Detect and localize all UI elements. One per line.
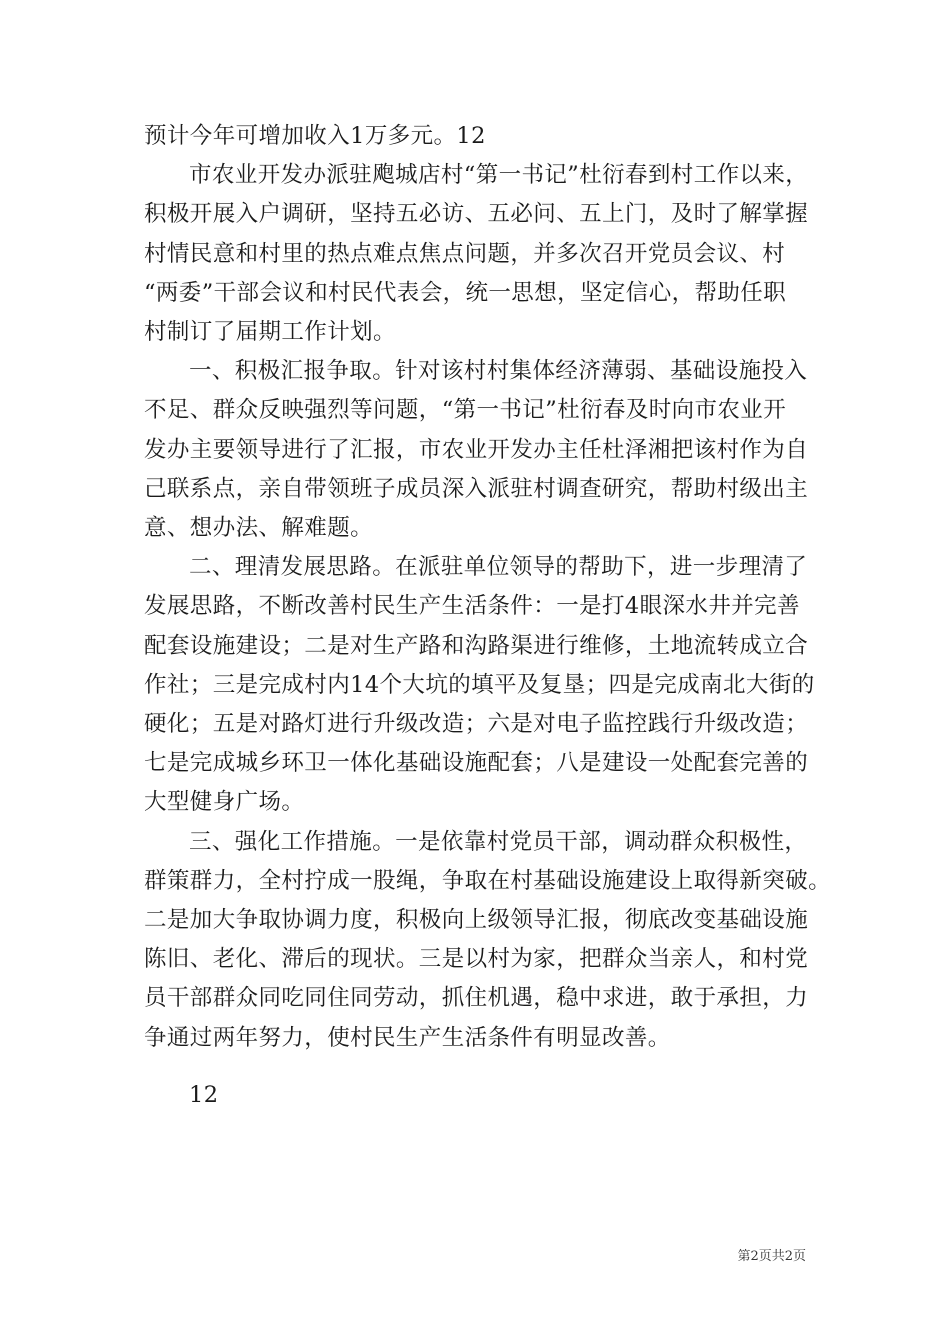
body-paragraph [144, 156, 808, 352]
paragraph-line: 大型健身广场。 [144, 789, 305, 816]
document-body [144, 117, 832, 1115]
paragraph-line: 群策群力，全村拧成一股绳，争取在村基础设施建设上取得新突破。 [144, 867, 832, 894]
paragraph-line: 二是加大争取协调力度，积极向上级领导汇报，彻底改变基础设施 [144, 907, 809, 934]
body-paragraph [144, 548, 815, 822]
paragraph-line: 意、想办法、解难题。 [144, 515, 374, 542]
paragraph-line: 争通过两年努力，使村民生产生活条件有明显改善。 [144, 1024, 671, 1051]
paragraph-line: 发展思路，不断改善村民生产生活条件：一是打4眼深水井并完善 [144, 593, 800, 620]
paragraph-line: 二、理清发展思路。在派驻单位领导的帮助下，进一步理清了 [189, 554, 808, 581]
paragraph-line: “两委”干部会议和村民代表会，统一思想，坚定信心，帮助任职 [144, 279, 787, 306]
paragraph-line: 发办主要领导进行了汇报，市农业开发办主任杜泽湘把该村作为自 [144, 436, 809, 463]
body-paragraph [144, 117, 808, 156]
body-paragraph [144, 823, 832, 1058]
paragraph-line: 陈旧、老化、滞后的现状。三是以村为家，把群众当亲人，和村党 [144, 946, 809, 973]
paragraph-line: 硬化；五是对路灯进行升级改造；六是对电子监控践行升级改造； [144, 711, 809, 738]
paragraph-line: 村制订了届期工作计划。 [144, 319, 396, 346]
paragraph-line: 不足、群众反映强烈等问题，“第一书记”杜衍春及时向市农业开 [144, 397, 787, 424]
paragraph-line: 积极开展入户调研，坚持五必访、五必问、五上门，及时了解掌握 [144, 201, 809, 228]
paragraph-line: 配套设施建设；二是对生产路和沟路渠进行维修，土地流转成立合 [144, 632, 809, 659]
paragraph-line: 七是完成城乡环卫一体化基础设施配套；八是建设一处配套完善的 [144, 750, 809, 777]
page-footer: 第2页共2页 [737, 1249, 806, 1264]
paragraph-line: 员干部群众同吃同住同劳动，抓住机遇，稳中求进，敢于承担，力 [144, 985, 809, 1012]
paragraph-line: 己联系点，亲自带领班子成员深入派驻村调查研究，帮助村级出主 [144, 475, 809, 502]
paragraph-line: 三、强化工作措施。一是依靠村党员干部，调动群众积极性， [189, 828, 808, 855]
paragraph-line: 预计今年可增加收入1万多元。12 [144, 123, 486, 149]
paragraph-line: 村情民意和村里的热点难点焦点问题，并多次召开党员会议、村 [144, 240, 786, 267]
paragraph-line: 一、积极汇报争取。针对该村村集体经济薄弱、基础设施投入 [189, 358, 808, 385]
paragraph-line: 作社；三是完成村内14个大坑的填平及复垦；四是完成南北大街的 [144, 671, 815, 698]
body-paragraph [144, 352, 808, 548]
trailing-page-number: 12 [189, 1081, 219, 1108]
paragraph-line: 市农业开发办派驻飑城店村“第一书记”杜衍春到村工作以来， [189, 162, 809, 189]
